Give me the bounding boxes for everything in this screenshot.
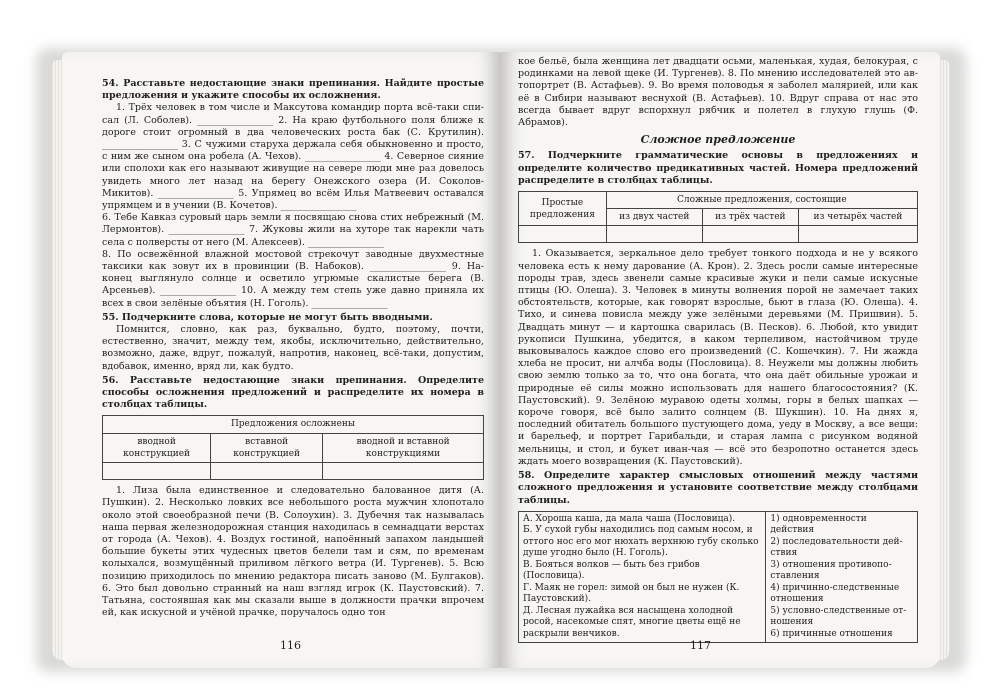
table-header: Предложения осложнены <box>103 416 484 433</box>
table-empty-row <box>519 226 918 243</box>
exercise-56-title: 56. Расставьте недостающие знаки препинания. Определите способы осложнения предложений и распределите их номера в столбцах таблицы. <box>102 374 484 411</box>
sentence-item: Г. Маяк не горел: зимой он был не нужен (К. Паустовский). <box>523 582 740 605</box>
relation-item: 5) условно-следственные отношения <box>770 605 907 628</box>
exercise-55-text: Помнится, словно, как раз, буквально, будто, поэтому, почти, естественно, значит, между тем, якобы, исключительно, действительно, возможно, даже, вдруг, пожалуй, напротив, наконец, всё-таки, допустим, вдобавок, именно, вряд ли, как будто. <box>102 324 484 372</box>
exercise-56-text: 1. Лиза была единственное и следовательно балованное дитя (А. Пушкин). 2. Несколько ловких все небольшого роста мужчин хлопотало около этой своеобразной печи (В. Солоухин). 3. Дубечня так называлась наша первая железнодорожная станция находилась в семнадцати верстах от города (А. Чехов). 4. Воздух гостиной, напоённый запахом ландышей большие букеты этих чудесных цветов белели там и сям, по временам колыхался, возмущённый приливом лёгкого ветра (И. Тургенев). 5. Всю позицию приходилось по мнению редактора писать заново (М. Булгаков). 6. Это был довольно странный на наш взгляд игрок (К. Паустовский). 7. Татьяна, состоявшая как мы сказали выше в должности прачки впрочем ей, как искусной и учёной прачке, поручалось одно тон <box>102 485 484 619</box>
table-col-insert: вставной конструкцией <box>211 433 323 462</box>
left-page <box>62 52 500 668</box>
exercise-58-relations-cell <box>766 511 918 643</box>
sentence-item: Б. У сухой губы находились под самым носом, и оттого нос его мог нюхать верхнюю губу сколько душе угодно было (Н. Гоголь). <box>523 525 759 559</box>
right-page-content <box>518 56 918 648</box>
exercise-55-title: 55. Подчеркните слова, которые не могут быть вводными. <box>102 311 433 323</box>
exercise-54-title: 54. Расставьте недостающие знаки препинания. Найдите простые предложения и укажите способы их осложнения. <box>102 78 484 102</box>
exercise-56-continuation: кое бельё, была женщина лет двадцати осьми, маленькая, худая, белокурая, с родинками на левой щеке (И. Тургенев). 8. По мнению исследователей это автопортрет (В. Астафьев). 9. Во время половодья я заболел малярией, или как её в Сибири называют веснухой (В. Астафьев). 10. Вдруг справа от нас это всегда бывает вдруг вспорхнул рябчик и полетел в глухую глушь (Ф. Абрамов). <box>518 56 918 129</box>
left-page-content <box>102 76 484 619</box>
sentence-item: В. Бояться волков — быть без грибов (Пословица). <box>523 559 700 582</box>
relation-item: 6) причинные отношения <box>770 628 893 639</box>
relation-item: 3) отношения противопоставления <box>770 559 892 582</box>
sentence-item: Д. Лесная лужайка вся насыщена холодной росой, насекомые спят, многие цветы ещё не раскрыли венчиков. <box>523 605 741 639</box>
exercise-58-sentences-cell <box>519 511 766 643</box>
exercise-58-title: 58. Определите характер смысловых отношений между частями сложного предложения и установите соответствие между столбцами таблицы. <box>518 470 918 506</box>
exercise-58-table <box>518 511 918 644</box>
table-col-both: вводной и вставной конструкциями <box>323 433 484 462</box>
relation-item: 1) одновременности действия <box>770 513 867 536</box>
exercise-54-text-part3: 8. По освежённой влажной мостовой стрекочут заводные двухместные таксики как зовут их в провинции (В. Набоков). ________________ 9. На конец выглянуло солнце и осветило угрюмые скалистые берега (В. Арсеньев). ________________ 10. А между тем степь уже давно приняла их всех в свои зелёные объятия (Н. Гоголь). ________________ <box>102 248 484 309</box>
relation-item: 2) последовательности действия <box>770 536 903 559</box>
table-sub-three-parts: из трёх частей <box>702 209 798 226</box>
sentence-item: А. Хороша каша, да мала чаша (Пословица). <box>523 513 736 524</box>
page-number-right: 117 <box>690 639 711 652</box>
table-col-intro: вводной конструкцией <box>103 433 211 462</box>
right-page <box>500 52 940 668</box>
exercise-57-text: 1. Оказывается, зеркальное дело требует тонкого подхода и не у всякого человека есть к нему дарование (А. Крон). 2. Здесь росли самые интересные породы трав, здесь звенели самые красивые жуки и пели самые искусные птицы (Ю. Олеша). 3. Человек в минуты волнения порой не замечает таких обстоятельств, которые, как говорят взрослые, бьют в глаза (Ю. Олеша). 4. Тихо, и синева повисла между уже зелёными деревьями (М. Пришвин). 5. Двадцать минут — и картошка сварилась (В. Песков). 6. Любой, кто увидит рукописи Пушкина, убедится, в каком терпеливом, настойчивом труде выковывалось каждое слово его произведений (С. Кошечкин). 7. Ни жажда хлеба не просит, ни алчба воды (Пословица). 8. Неужели мы должны любить свою землю только за то, что она богата, что она даёт обильные урожаи и природные её силы можно использовать для нашего благосостояния? (К. Паустовский). 9. Зелёною муравою одеты холмы, горы в белых шапках — короче говоря, всё было залито солнцем (В. Шукшин). 10. На днях я, последний обитатель большого пустующего дома, уеду в Москву, а все вещи: и барельеф, и портрет Гарибальди, и старая лампа с рисунком водяной мельницы, и стол, и букет иван-чая — всё это безропотно останется здесь ждать моего возвращения (К. Паустовский). <box>518 248 918 467</box>
table-col-complex: Сложные предложения, состоящие <box>606 192 917 209</box>
exercise-57-table <box>518 191 918 243</box>
table-sub-four-parts: из четырёх частей <box>798 209 917 226</box>
section-title: Сложное предложение <box>640 133 796 147</box>
exercise-54-text-part2: 6. Тебе Кавказ суровый царь земли я посвящаю снова стих небрежный (М. Лермонтов). ________________ 7. Жуковы жили на хуторе так нарекли чать села с полверсты от него (М. Алексеев). ________________ <box>102 212 484 248</box>
exercise-57-title: 57. Подчеркните грамматические основы в предложениях и определите количество предикативных частей. Номера предложений распределите в столбцах таблицы. <box>518 150 918 186</box>
page-number-left: 116 <box>280 639 301 652</box>
table-empty-row <box>103 463 484 480</box>
table-col-simple: Простые предложения <box>519 192 607 226</box>
table-sub-two-parts: из двух частей <box>606 209 702 226</box>
exercise-56-table <box>102 415 484 480</box>
relation-item: 4) причинно-следственные отношения <box>770 582 900 605</box>
exercise-54-text-part1: 1. Трёх человек в том числе и Максутова командир порта всё-таки списал (Л. Соболев). ________________ 2. На краю футбольного поля ближе к дороге стоит огромный в два человеческих роста бак (С. Крутилин). ________________ 3. С чужими старуха держала себя обыкновенно и просто, с ним же сыном она робела (А. Чехов). ________________ 4. Северное сияние или сполохи как его называют живущие на севере люди мне раз довелось увидеть много лет назад на берегу Онежского озера (И. Соколов-Микитов). ________________ 5. Упрямец во всём Илья Матвеевич оставался упрямцем и в учении (В. Кочетов). ________________ <box>102 102 484 212</box>
